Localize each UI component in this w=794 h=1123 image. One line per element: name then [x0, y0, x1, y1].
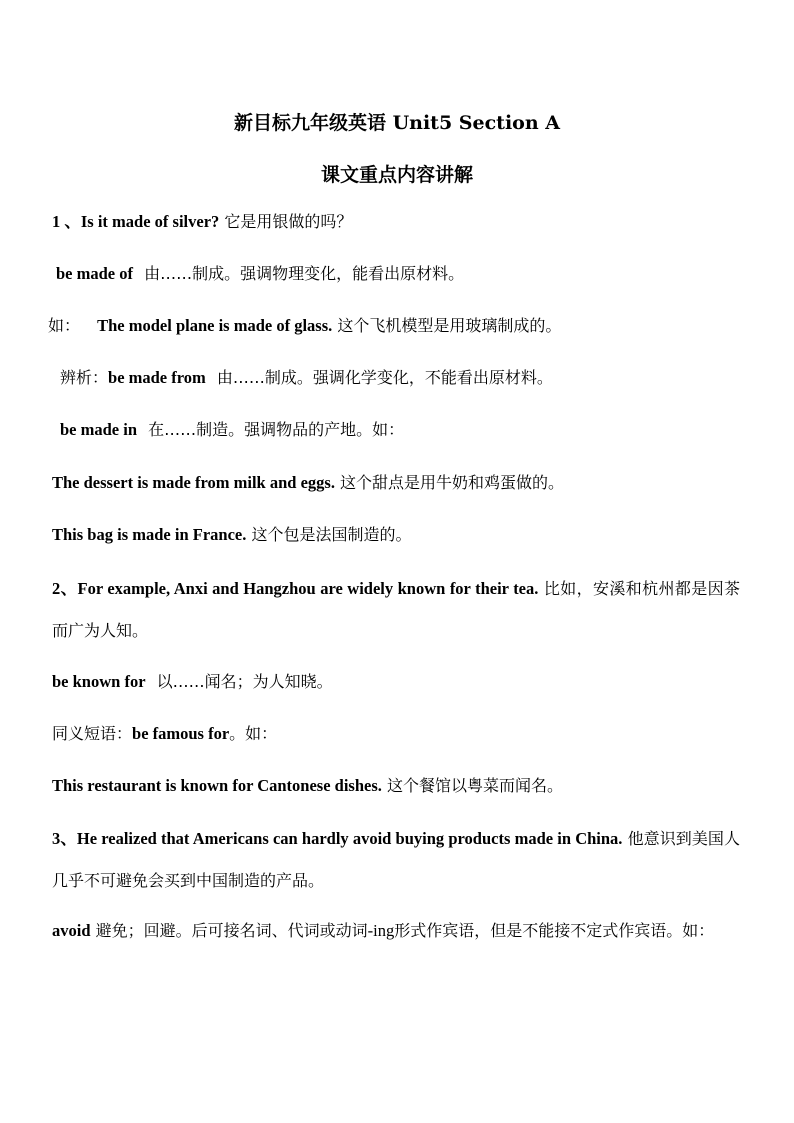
point-2-paragraph: [52, 568, 740, 652]
document-subtitle: 课文重点内容讲解: [320, 164, 473, 186]
point-3-paragraph: [52, 818, 740, 902]
phrase-made-in-english: be made in: [60, 420, 138, 439]
synonym-english: be famous for: [132, 724, 230, 743]
point-1-heading: [52, 214, 352, 231]
example-made-from-english: The dessert is made from milk and eggs.: [52, 473, 335, 492]
example-made-in-chinese: 这个包是法国制造的。: [251, 525, 412, 544]
point-3-english: 3、He realized that Americans can hardly avoid buying products made in China.: [52, 829, 623, 848]
phrase-known-for-english: be known for: [52, 672, 146, 691]
example-made-of-chinese: 这个飞机模型是用玻璃制成的。: [337, 316, 562, 335]
example-made-in-english: This bag is made in France.: [52, 525, 247, 544]
synonym-phrase: [52, 726, 277, 743]
document-title: 新目标九年级英语 Unit5 Section A: [233, 112, 561, 134]
example-known-for-english: This restaurant is known for Cantonese dishes.: [52, 776, 382, 795]
avoid-english: avoid: [52, 921, 91, 940]
phrase-known-for-chinese: 以……闻名；为人知晓。: [156, 672, 333, 691]
analysis-made-from: [60, 370, 553, 387]
synonym-prefix: 同义短语：: [52, 724, 133, 743]
avoid-paragraph: [52, 910, 740, 952]
point-1-chinese: 它是用银做的吗？: [224, 212, 353, 231]
phrase-made-from-chinese: 由……制成。强调化学变化，不能看出原材料。: [216, 368, 553, 387]
avoid-chinese-1: 避免；回避。后可接名词、代词或动词: [95, 921, 368, 940]
point-1-english: 1 、Is it made of silver?: [52, 212, 220, 231]
phrase-made-of-chinese: 由……制成。强调物理变化，能看出原材料。: [144, 264, 465, 283]
example-known-for-chinese: 这个餐馆以粤菜而闻名。: [387, 776, 564, 795]
example-made-in: [52, 527, 411, 544]
phrase-made-in: [60, 422, 404, 439]
point-3-chinese: 他意识到美国人几乎不可避免会买到中国制造的产品。: [52, 829, 740, 890]
example-known-for: [52, 778, 563, 795]
phrase-known-for: [52, 674, 333, 691]
example-made-from: [52, 475, 564, 492]
phrase-made-of-english: be made of: [56, 264, 133, 283]
example-prefix: 如：: [48, 316, 81, 335]
analysis-prefix: 辨析：: [60, 368, 109, 387]
phrase-made-of: [56, 266, 464, 283]
point-2-english: 2、For example, Anxi and Hangzhou are widely known for their tea.: [52, 579, 539, 598]
example-made-from-chinese: 这个甜点是用牛奶和鸡蛋做的。: [340, 473, 565, 492]
avoid-ing-form: -ing: [367, 921, 395, 940]
point-2-chinese: 比如，安溪和杭州都是因茶而广为人知。: [52, 579, 740, 640]
phrase-made-from-english: be made from: [108, 368, 206, 387]
example-made-of-english: The model plane is made of glass.: [97, 316, 333, 335]
phrase-made-in-chinese: 在……制造。强调物品的产地。如：: [148, 420, 405, 439]
synonym-suffix: 。如：: [229, 724, 278, 743]
example-made-of: [48, 318, 561, 335]
avoid-chinese-2: 形式作宾语，但是不能接不定式作宾语。如：: [394, 921, 715, 940]
